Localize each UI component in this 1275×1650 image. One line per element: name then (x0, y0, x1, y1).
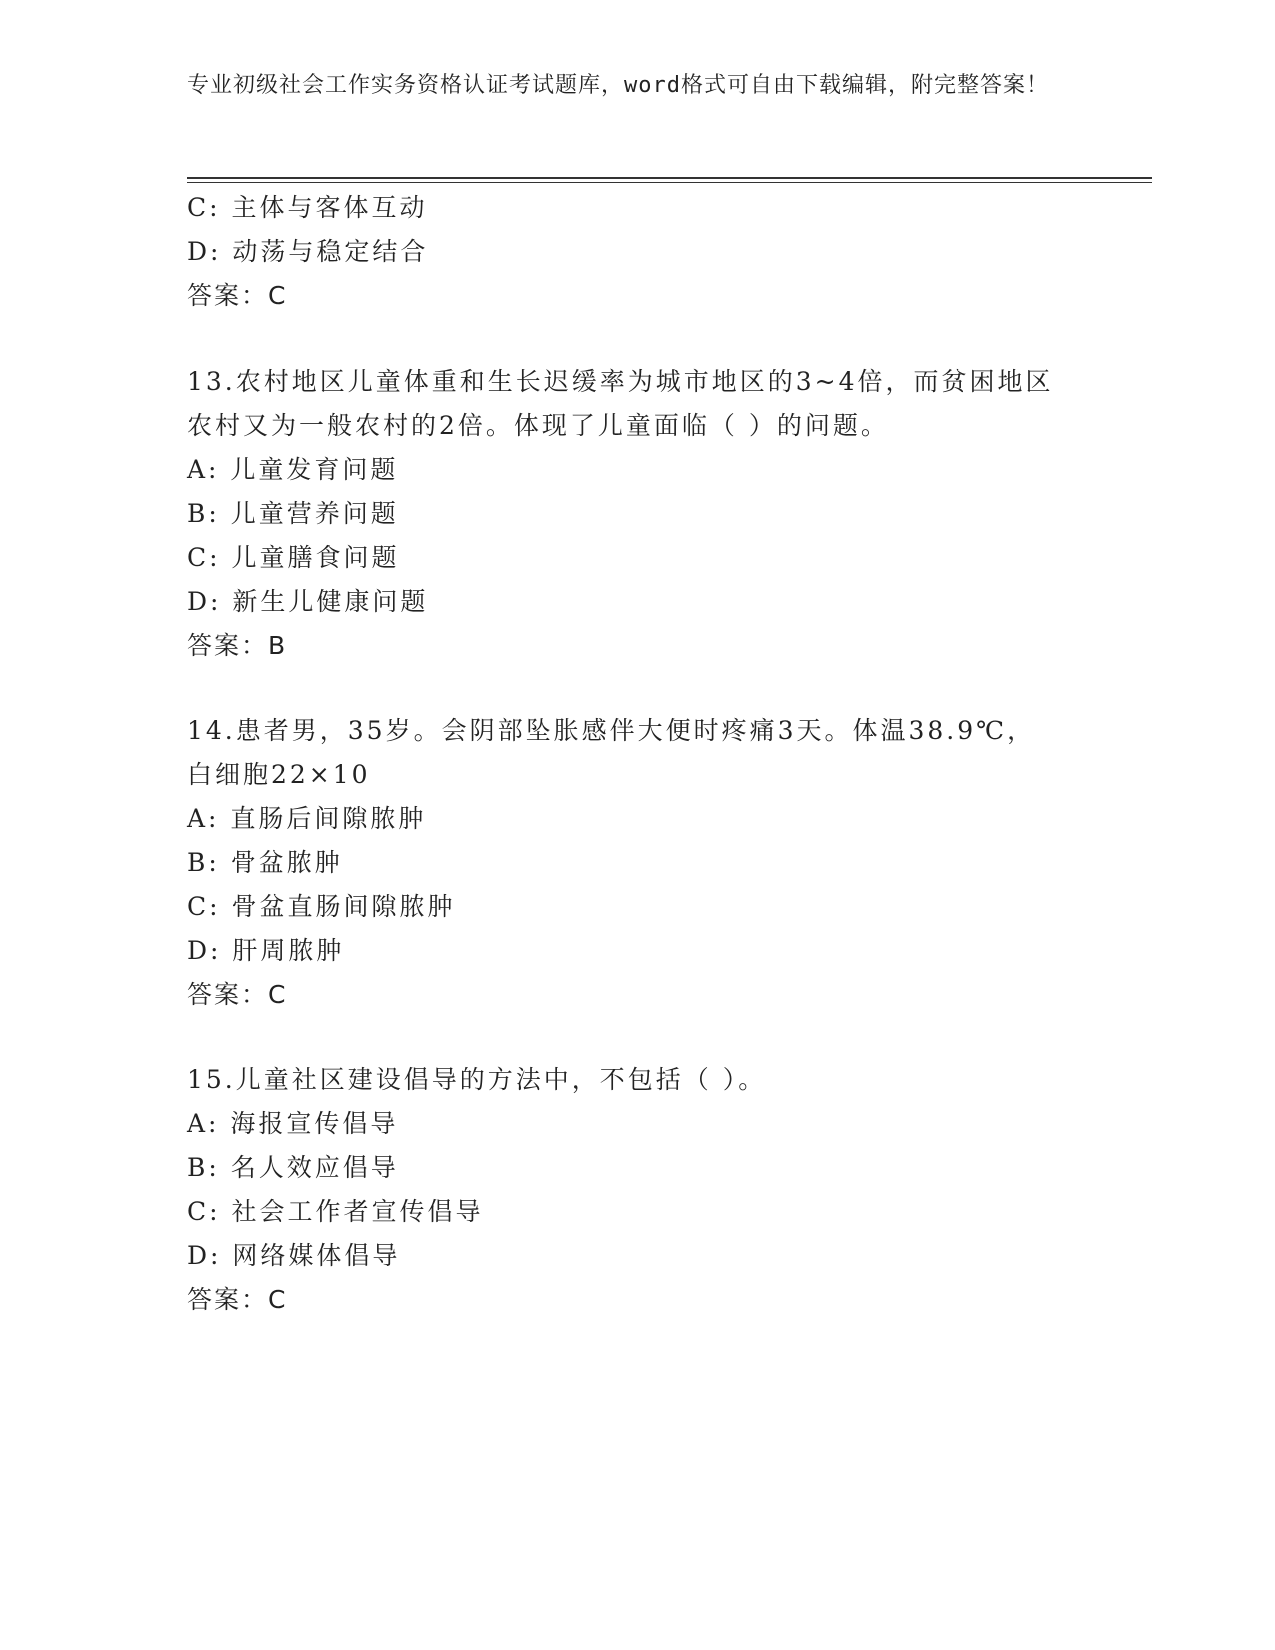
document-header: 专业初级社会工作实务资格认证考试题库，word格式可自由下载编辑，附完整答案！ (187, 73, 1049, 98)
answer-label: 答案：C (187, 281, 288, 310)
option-d: D: 网络媒体倡导 (187, 1241, 401, 1270)
header-divider-thick (187, 177, 1152, 179)
header-divider-thin (187, 182, 1152, 183)
question-14-stem: 14.患者男，35岁。会阴部坠胀感伴大便时疼痛3天。体温38.9℃， (187, 716, 1036, 745)
answer-label: 答案：B (187, 631, 288, 660)
option-a: A: 海报宣传倡导 (187, 1109, 399, 1138)
question-13-stem: 13.农村地区儿童体重和生长迟缓率为城市地区的3~4倍，而贫困地区 (187, 367, 1054, 396)
option-c: C: 儿童膳食问题 (187, 543, 400, 572)
option-d: D: 肝周脓肿 (187, 936, 345, 965)
option-c: C: 社会工作者宣传倡导 (187, 1197, 484, 1226)
answer-label: 答案：C (187, 980, 288, 1009)
question-14-stem-cont: 白细胞22×10 (187, 760, 371, 789)
option-b: B: 骨盆脓肿 (187, 848, 343, 877)
question-13-stem-cont: 农村又为一般农村的2倍。体现了儿童面临（ ）的问题。 (187, 411, 889, 440)
option-b: B: 名人效应倡导 (187, 1153, 399, 1182)
question-15-stem: 15.儿童社区建设倡导的方法中，不包括（ ）。 (187, 1065, 767, 1094)
option-c: C: 骨盆直肠间隙脓肿 (187, 892, 456, 921)
option-d: D: 动荡与稳定结合 (187, 237, 429, 266)
option-a: A: 直肠后间隙脓肿 (187, 804, 427, 833)
option-b: B: 儿童营养问题 (187, 499, 399, 528)
option-c: C: 主体与客体互动 (187, 193, 428, 222)
option-d: D: 新生儿健康问题 (187, 587, 429, 616)
option-a: A: 儿童发育问题 (187, 455, 399, 484)
answer-label: 答案：C (187, 1285, 288, 1314)
